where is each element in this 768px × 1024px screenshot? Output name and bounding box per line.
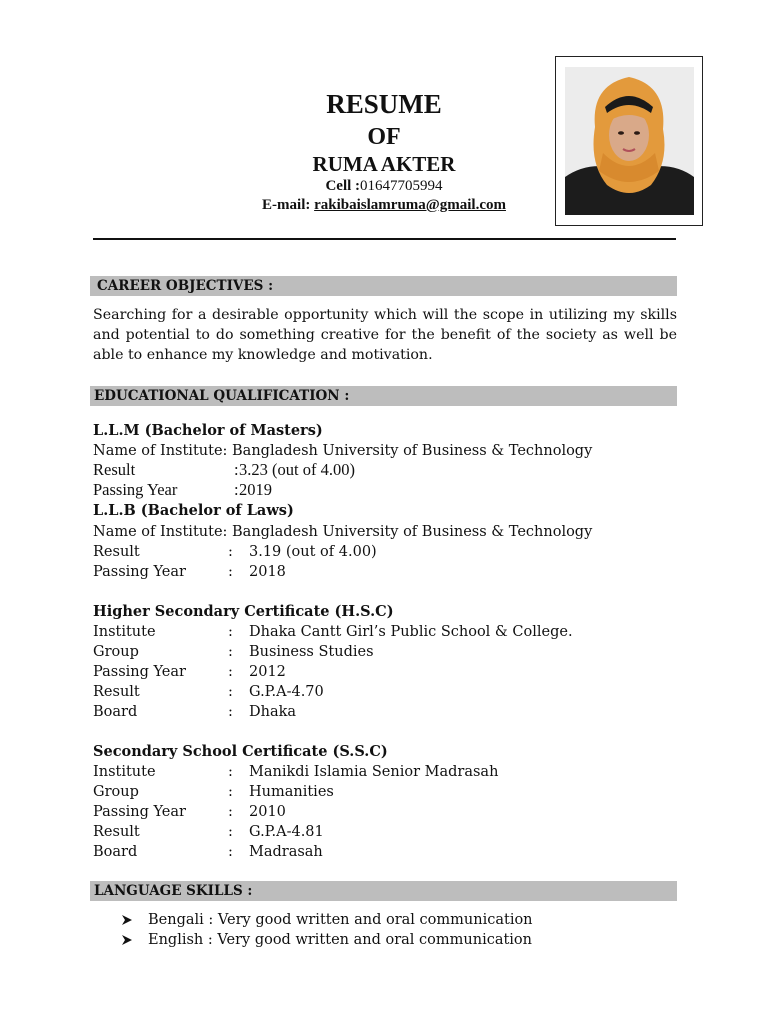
profile-photo-frame xyxy=(555,56,703,226)
colon: : xyxy=(228,844,233,860)
hsc-institute-value: Dhaka Cantt Girl’s Public School & College. xyxy=(249,624,573,640)
hsc-result-value: G.P.A-4.70 xyxy=(249,684,324,700)
llb-year-value: 2018 xyxy=(249,564,286,580)
colon: : xyxy=(228,804,233,820)
hsc-board-value: Dhaka xyxy=(249,704,297,720)
llm-result-value: 3.23 (out of 4.00) xyxy=(239,460,355,479)
hsc-board-label: Board xyxy=(93,704,138,720)
colon: : xyxy=(228,544,233,560)
colon: : xyxy=(228,824,233,840)
llm-institute: Name of Institute: Bangladesh University of Business & Technology xyxy=(93,443,593,459)
cell-number: 01647705994 xyxy=(360,178,443,194)
ssc-board-value: Madrasah xyxy=(249,844,323,860)
colon: : xyxy=(228,664,233,680)
ssc-year-label: Passing Year xyxy=(93,804,186,820)
llm-heading: L.L.M (Bachelor of Masters) xyxy=(93,422,323,439)
llb-result-value: 3.19 (out of 4.00) xyxy=(249,544,377,560)
cell-label: Cell : xyxy=(325,178,361,194)
profile-photo xyxy=(565,67,694,215)
colon: : xyxy=(228,764,233,780)
hsc-institute-label: Institute xyxy=(93,624,156,640)
education-heading: EDUCATIONAL QUALIFICATION : xyxy=(90,386,677,406)
ssc-year-value: 2010 xyxy=(249,804,286,820)
cell-line xyxy=(200,177,568,195)
ssc-group-label: Group xyxy=(93,784,139,800)
ssc-institute-label: Institute xyxy=(93,764,156,780)
email-line xyxy=(200,196,568,214)
colon: : xyxy=(228,644,233,660)
ssc-heading: Secondary School Certificate (S.S.C) xyxy=(93,743,388,760)
colon: : xyxy=(228,684,233,700)
resume-title-of: OF xyxy=(367,124,401,150)
arrowhead-bullet-icon xyxy=(120,930,134,956)
llb-institute: Name of Institute: Bangladesh University of Business & Technology xyxy=(93,524,593,540)
ssc-institute-value: Manikdi Islamia Senior Madrasah xyxy=(249,764,499,780)
llb-result-label: Result xyxy=(93,544,140,560)
language-item-text: English : Very good written and oral communication xyxy=(148,932,533,948)
colon: : xyxy=(228,784,233,800)
header-divider xyxy=(93,238,676,240)
hsc-group-label: Group xyxy=(93,644,139,660)
career-objectives-heading: CAREER OBJECTIVES : xyxy=(90,276,677,296)
email-link[interactable]: rakibaislamruma@gmail.com xyxy=(314,197,506,213)
llm-result-label: Result xyxy=(93,460,136,479)
llb-heading: L.L.B (Bachelor of Laws) xyxy=(93,502,294,519)
email-label: E-mail: xyxy=(262,197,315,213)
resume-title: RESUME xyxy=(326,89,442,119)
hsc-heading: Higher Secondary Certificate (H.S.C) xyxy=(93,603,394,620)
colon: : xyxy=(228,704,233,720)
colon: : xyxy=(228,624,233,640)
ssc-board-label: Board xyxy=(93,844,138,860)
language-skills-heading: LANGUAGE SKILLS : xyxy=(90,881,677,901)
llm-year-label: Passing Year xyxy=(93,480,178,499)
llm-year-value: 2019 xyxy=(239,480,272,499)
ssc-result-value: G.P.A-4.81 xyxy=(249,824,324,840)
colon: : xyxy=(234,480,239,499)
ssc-result-label: Result xyxy=(93,824,140,840)
llb-year-label: Passing Year xyxy=(93,564,186,580)
hsc-year-label: Passing Year xyxy=(93,664,186,680)
colon: : xyxy=(234,460,239,479)
colon: : xyxy=(228,564,233,580)
hsc-result-label: Result xyxy=(93,684,140,700)
ssc-group-value: Humanities xyxy=(249,784,334,800)
candidate-name: RUMA AKTER xyxy=(312,152,456,176)
hsc-group-value: Business Studies xyxy=(249,644,374,660)
career-objective-text: Searching for a desirable opportunity which will the scope in utilizing my skills and potential to do something creative for the benefit of the society as well be able to enhance my knowledge and motivation. xyxy=(93,307,677,363)
language-item-text: Bengali : Very good written and oral communication xyxy=(148,912,533,928)
hsc-year-value: 2012 xyxy=(249,664,286,680)
